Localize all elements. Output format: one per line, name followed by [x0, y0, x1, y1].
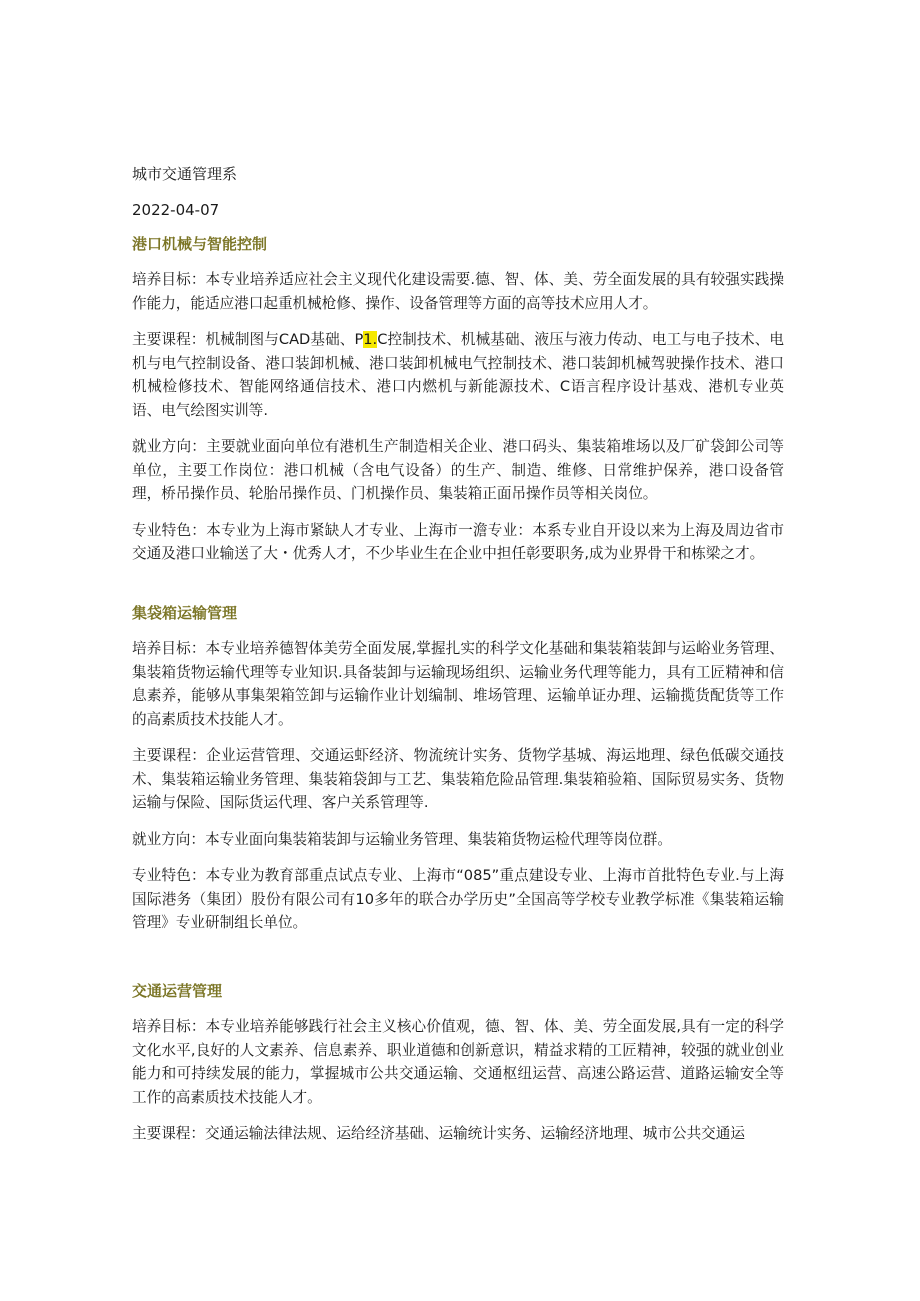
paragraph-features: 专业特色：本专业为教育部重点试点专业、上海市“085”重点建设专业、上海市首批特色专业.与上海国际港务（集团）股份有限公司有10多年的联合办学历史”全国高等学校专业教学标准《集装箱运输管理》专业研制组长单位。	[132, 867, 784, 931]
paragraph-training-goal: 培养目标：本专业培养适应社会主义现代化建设需要.德、智、体、美、劳全面发展的具有较强实践操作能力，能适应港口起重机械枪修、操作、设备管理等方面的高等技术应用人才。	[132, 271, 784, 312]
department-title: 城市交通管理系	[132, 165, 238, 183]
highlighted-text: 1.	[363, 331, 378, 348]
text-run: C控制技术、机械基础、液压与液力传动、电工与电子技术、电机与电气控制设备、港口装卸机械、港口装卸机械电气控制技术、港口装卸机械驾驶操作技术、港口机械检修技术、智能网络通信技术、港口内燃机与新能源技术、C语言程序设计基戏、港机专业英语、电气绘图实训等.	[132, 331, 784, 419]
paragraph-employment: 就业方向：本专业面向集装箱装卸与运输业务管理、集装箱货物运检代理等岗位群。	[132, 830, 672, 848]
section-heading: 港口机械与智能控制	[132, 235, 268, 253]
paragraph-features: 专业特色：本专业为上海市紧缺人才专业、上海市一澹专业：本系专业自开设以来为上海及周边省市交通及港口业输送了大・优秀人才，不少毕业生在企业中担任彰要职务,成为业界骨干和栋梁之才。	[132, 521, 784, 562]
publish-date: 2022-04-07	[132, 201, 220, 219]
paragraph-main-courses: 主要课程：企业运营管理、交通运虾经济、物流统计实务、货物学基城、海运地理、绿色低碳交通技术、集装箱运输业务管理、集装箱袋卸与工艺、集装箱危险品管理.集装箱验箱、国际贸易实务、货物运输与保险、国际货运代理、客户关系管理等.	[132, 747, 784, 811]
section-heading: 集袋箱运输管理	[132, 604, 238, 622]
text-run: 主要课程：机械制图与CAD基础、P	[132, 331, 364, 348]
section-traffic-operation	[132, 980, 784, 1146]
paragraph-main-courses: 主要课程：交通运输法律法规、运给经济基础、运输统计实务、运输经济地理、城市公共交通运	[132, 1125, 745, 1142]
paragraph-training-goal: 培养目标：本专业培养能够践行社会主义核心价值观，德、智、体、美、劳全面发展,具有一定的科学文化水平,良好的人文素养、信息素养、职业道德和创新意识，精益求精的工匠精神，较强的就业创业能力和可持续发展的能力，掌握城市公共交通运输、交通枢纽运营、高速公路运营、道路运输安全等工作的高素质技术技能人才。	[132, 1018, 784, 1106]
section-container-transport	[132, 602, 784, 935]
section-heading: 交通运营管理	[132, 982, 223, 1000]
section-port-machinery	[132, 233, 784, 566]
paragraph-main-courses	[132, 328, 784, 422]
paragraph-training-goal: 培养目标：本专业培养德智体美劳全面发展,掌握扎实的科学文化基础和集装箱装卸与运峪业务管理、集装箱货物运输代理等专业知识.具备装卸与运输现场组织、运输业务代理等能力，具有工匠精神和信息素养，能够从事集架箱笠卸与运输作业计划编制、堆场管理、运输单证办理、运输揽货配货等工作的高素质技术技能人才。	[132, 640, 784, 728]
paragraph-employment: 就业方向：主要就业面向单位有港机生产制造相关企业、港口码头、集装箱堆场以及厂矿袋卸公司等单位，主要工作岗位：港口机械（含电气设备）的生产、制造、维修、日常维护保养，港口设备管理，桥吊操作员、轮胎吊操作员、门机操作员、集装箱正面吊操作员等相关岗位。	[132, 438, 784, 502]
